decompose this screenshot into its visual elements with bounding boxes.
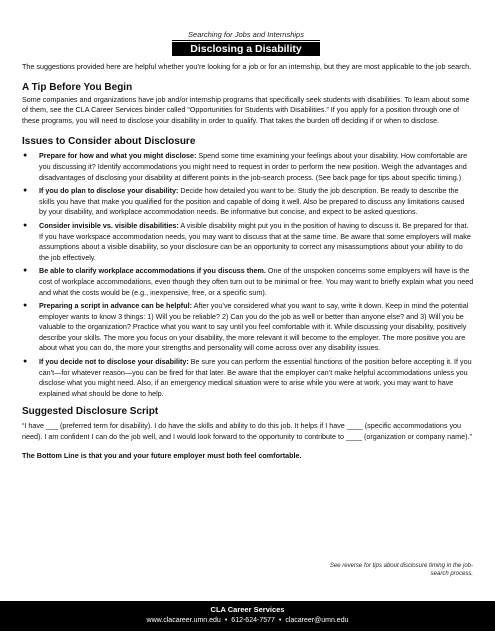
item-lead: Be able to clarify workplace accommodations if you discuss them. xyxy=(39,266,266,276)
list-item xyxy=(22,266,474,298)
item-text: After you’ve considered what you want to say, write it down. Keep in mind the potential employer wants to know 3 things: 1) Will you be reliable? 2) Can you do the job as well or better than anyone else? and 3) Will you be valuable to the organization? Practice what you want to say until you feel comfortable with it. While discussing your disability, positively describe your skills. The more you focus on your disability, the more relevant it will become to the employer. The more positive you are about what you can do, the more your strengths and personality will come across over any disability issues. xyxy=(39,301,469,353)
list-item xyxy=(22,186,474,218)
item-text: One of the unspoken concerns some employers will have is the cost of workplace accommodations, even though they often turn out to be minimal or free. You may want to briefly explain what you need and what the costs would be (e.g., inexpensive, free, or a specific sum). xyxy=(39,266,474,297)
item-lead: Consider invisible vs. visible disabilities: xyxy=(39,220,179,230)
footer-website-link[interactable]: www.clacareer.umn.edu xyxy=(146,617,221,624)
bullet-icon: ● xyxy=(23,221,28,229)
item-text: Decide how detailed you want to be. Study the job description. Be ready to describe the skills you have that make you qualified for the position and capable of doing it well. Also be prepared to discuss any limitations caused by your disability, and workplace accommodation needs. Be informative but concise, and expect to be asked questions. xyxy=(39,186,465,217)
separator-dot: • xyxy=(224,617,228,624)
footer-contact xyxy=(0,615,495,626)
issues-heading: Issues to Consider about Disclosure xyxy=(22,136,196,148)
bullet-icon: ● xyxy=(23,267,28,275)
bullet-icon: ● xyxy=(23,152,28,160)
item-lead: If you do plan to disclose your disability: xyxy=(39,186,179,196)
intro-paragraph: The suggestions provided here are helpful whether you’re looking for a job or for an internship, but they are most applicable to the job search. xyxy=(22,62,472,71)
bullet-icon: ● xyxy=(23,187,28,195)
bottom-line: The Bottom Line is that you and your future employer must both feel comfortable. xyxy=(22,450,302,460)
list-item xyxy=(22,221,474,263)
section-kicker: Searching for Jobs and Internships xyxy=(172,30,320,41)
bullet-icon: ● xyxy=(23,302,28,310)
page-header xyxy=(172,30,320,56)
script-heading: Suggested Disclosure Script xyxy=(22,406,159,418)
list-item xyxy=(22,301,474,354)
bullet-icon: ● xyxy=(23,358,28,366)
item-text: Be sure you can perform the essential functions of the position before accepting it. If you can’t—for whatever reason—you can be fired for that later. Be aware that the employer can’t make helpful accommodations unless you disclose what you might need. Also, if an emergency medical situation were to arise while you were at work, you may want to have explained what should be done to help. xyxy=(39,357,472,398)
footer-phone: 612-624-7577 xyxy=(231,617,275,624)
item-lead: If you decide not to disclose your disability: xyxy=(39,357,189,367)
script-paragraph: “I have ___ (preferred term for disability). I do have the skills and ability to do this job. It helps if I have ____ (specific accommodations you need). I am confident I can do the job well, and I would look forward to the opportunity to contribute to ____ (organization or company name).” xyxy=(22,421,472,442)
item-text: Spend some time examining your feelings about your disability. How comfortable are you discussing it? Identify accommodations you might need to request in order to perform the new position. Weigh the advantages and disadvantages of disclosing your disability at different points in the job-search process. (See back page for tips about specific timing.) xyxy=(39,151,468,182)
item-text: A visible disability might put you in the position of having to discuss it. Be prepared for that. If you have workspace accommodation needs, you may want to discuss that at the same time. Be aware that some employers will make assumptions about a visible disability, so your disclosure can be an opportunity to correct any misassumptions about your ability to do the job effectively. xyxy=(39,220,471,262)
tip-heading: A Tip Before You Begin xyxy=(22,81,133,93)
main-content xyxy=(22,62,474,461)
item-lead: Preparing a script in advance can be helpful: xyxy=(39,301,192,311)
footer-org-name: CLA Career Services xyxy=(210,605,285,614)
issues-list xyxy=(22,151,474,399)
footer xyxy=(0,601,495,631)
reverse-note: See reverse for tips about disclosure timing in the job-search process. xyxy=(329,563,473,577)
item-lead: Prepare for how and what you might disclose: xyxy=(39,151,197,161)
list-item xyxy=(22,357,474,399)
page-title: Disclosing a Disability xyxy=(172,42,320,56)
footer-email-link[interactable]: clacareer@umn.edu xyxy=(285,617,349,624)
list-item xyxy=(22,151,474,183)
tip-paragraph: Some companies and organizations have job and/or internship programs that specifically seek students with disabilities. To learn about some of them, see the CLA Career Services binder called “Opportunities for Students with Disabilities.” If you apply for a position through one of these programs, you will need to disclose your disability in order to qualify. That takes the burden off deciding if or when to disclose. xyxy=(22,94,470,125)
separator-dot: • xyxy=(278,617,282,624)
